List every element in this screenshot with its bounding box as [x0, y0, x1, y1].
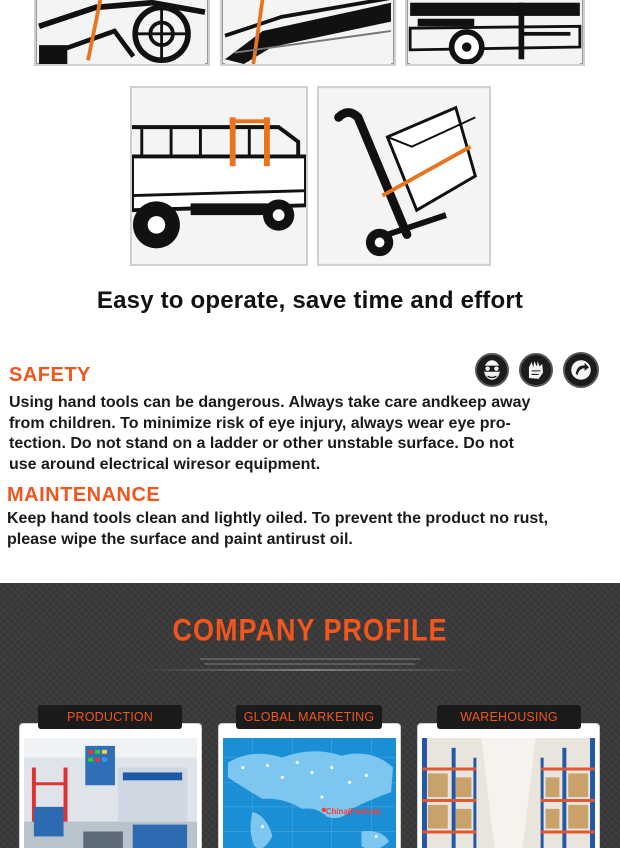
world-map-image [223, 738, 396, 848]
illustration-boat-hull [220, 0, 396, 66]
eye-protection-icon [475, 353, 509, 387]
gloves-icon [519, 353, 553, 387]
global-marketing-label: GLOBAL MARKETING [236, 705, 382, 729]
maintenance-text [7, 509, 615, 550]
safety-line: tection. Do not stand on a ladder or other unstable surface. Do not [9, 435, 514, 452]
production-label: PRODUCTION [38, 705, 182, 729]
recycle-icon [563, 352, 599, 388]
company-profile-title: COMPANY PROFILE [172, 612, 448, 648]
illustration-pickup-truck [130, 86, 308, 266]
company-profile-section [0, 583, 620, 848]
safety-title: SAFETY [9, 364, 91, 386]
decorative-line [200, 658, 420, 660]
production-card [19, 723, 202, 848]
safety-line: Using hand tools can be dangerous. Always take care andkeep away [9, 394, 531, 411]
maintenance-line: Keep hand tools clean and lightly oiled. To prevent the product no rust, [7, 510, 549, 527]
divider [140, 669, 480, 671]
safety-line: use around electrical wiresor equipment. [9, 455, 321, 473]
production-image [24, 738, 197, 848]
decorative-line [205, 663, 415, 665]
global-marketing-card [218, 723, 401, 848]
headline: Easy to operate, save time and effort [96, 287, 524, 314]
illustration-motorcycle-wheel [34, 0, 210, 66]
warehouse-image [422, 738, 595, 848]
illustration-hand-truck [317, 86, 491, 266]
warehousing-label: WAREHOUSING [437, 705, 581, 729]
safety-text [9, 393, 613, 475]
map-location-label: China(Foshan) [325, 806, 382, 816]
illustration-car-side [405, 0, 585, 66]
maintenance-line: please wipe the surface and paint antirust oil. [7, 530, 353, 548]
maintenance-title: MAINTENANCE [7, 484, 161, 506]
warehousing-card [417, 723, 600, 848]
safety-line: from children. To minimize risk of eye injury, always wear eye pro- [9, 414, 511, 432]
